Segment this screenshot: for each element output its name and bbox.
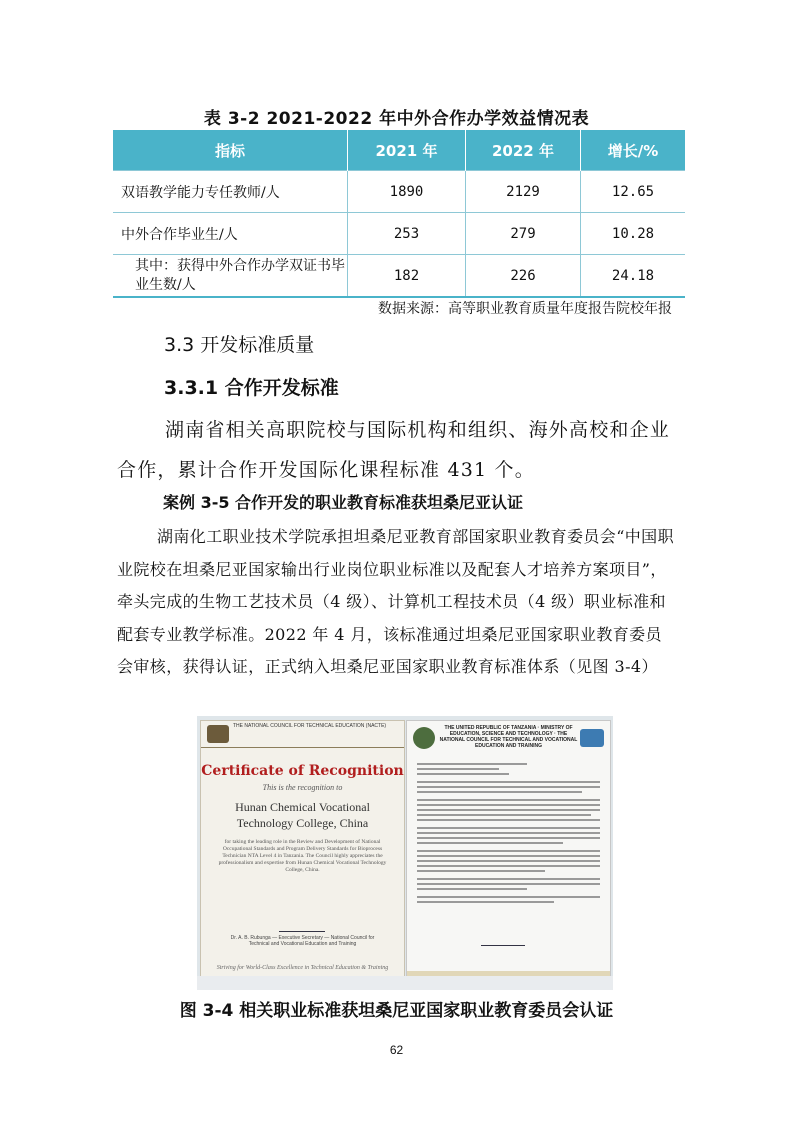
certificate-figure [197,716,613,990]
certificate-header-text: THE NATIONAL COUNCIL FOR TECHNICAL EDUCATION (NACTE) [233,723,387,729]
cell-growth: 10.28 [581,213,686,255]
cell-2021: 253 [348,213,466,255]
cell-indicator: 双语教学能力专任教师/人 [113,171,348,213]
table-row [113,255,685,298]
figure-banner [197,976,613,990]
recipient-line-1: Hunan Chemical Vocational [235,800,370,814]
letter-header [407,721,610,759]
recognition-certificate [200,720,405,980]
certificate-title: Certificate of Recognition [201,763,404,779]
recipient-line-2: Technology College, China [236,816,369,830]
cell-indicator: 中外合作毕业生/人 [113,213,348,255]
figure-caption: 图 3-4 相关职业标准获坦桑尼亚国家职业教育委员会认证 [179,1001,614,1021]
certificate-body: for taking the leading role in the Review and Development of National Occupational Standards and Program Delivery Standards for Bioprocess Technician NTA Level 4 in Tanzania. The Council highly appreciates the professionalism and expertise from Hunan Chemical Vocational Technology College, China. [218,839,387,873]
cell-2022: 279 [466,213,581,255]
certificate-footer: Striving for World-Class Excellence in Technical Education & Training [216,965,389,971]
certificate-signatory: Dr. A. B. Rubunga — Executive Secretary — National Council for Technical and Vocational Education and Training [230,935,375,947]
cell-2021: 182 [348,255,466,298]
header-2021: 2021 年 [348,130,466,171]
letter-body [417,763,600,906]
header-indicator: 指标 [113,130,348,171]
certificate-recipient [201,799,404,831]
cell-2021: 1890 [348,171,466,213]
letter-signature [481,931,525,946]
table-source: 数据来源：高等职业教育质量年度报告院校年报 [378,301,672,317]
nacte-logo [207,725,229,743]
official-letter [406,720,611,984]
certificate-header [201,721,404,748]
case-paragraph: 湖南化工职业技术学院承担坦桑尼亚教育部国家职业教育委员会“中国职业院校在坦桑尼亚国家输出行业岗位职业标准以及配套人才培养方案项目”，牵头完成的生物工艺技术员（4 级）、计算机工程技术员（4 级）职业标准和配套专业教学标准。2022 年 4 月，该标准通过坦桑尼亚国家职业教育委员会审核，获得认证，正式纳入坦桑尼亚国家职业教育标准体系（见图 3-4） [117,527,674,676]
tanzania-emblem-icon [413,727,435,749]
cell-indicator: 其中：获得中外合作办学双证书毕业生数/人 [113,255,348,298]
cell-growth: 12.65 [581,171,686,213]
page-number: 62 [389,1043,404,1057]
cell-2022: 2129 [466,171,581,213]
signature [279,905,325,932]
table-row [113,171,685,213]
case-title: 案例 3-5 合作开发的职业教育标准获坦桑尼亚认证 [163,493,524,512]
certificate-subtitle: This is the recognition to [262,783,343,792]
table-row [113,213,685,255]
header-2022: 2022 年 [466,130,581,171]
table-title: 表 3-2 2021-2022 年中外合作办学效益情况表 [203,109,590,129]
header-growth: 增长/% [581,130,686,171]
nactvet-logo [580,729,604,747]
benefit-table [113,130,685,298]
body-paragraph: 湖南省相关高职院校与国际机构和组织、海外高校和企业合作，累计合作开发国际化课程标准 431 个。 [117,419,671,481]
section-heading: 3.3 开发标准质量 [164,334,315,356]
table-header-row [113,130,685,171]
cell-2022: 226 [466,255,581,298]
letter-header-text: THE UNITED REPUBLIC OF TANZANIA · MINISTRY OF EDUCATION, SCIENCE AND TECHNOLOGY · THE NATIONAL COUNCIL FOR TECHNICAL AND VOCATIONAL EDUCATION AND TRAINING [439,725,578,749]
cell-growth: 24.18 [581,255,686,298]
subsection-heading: 3.3.1 合作开发标准 [164,377,339,399]
